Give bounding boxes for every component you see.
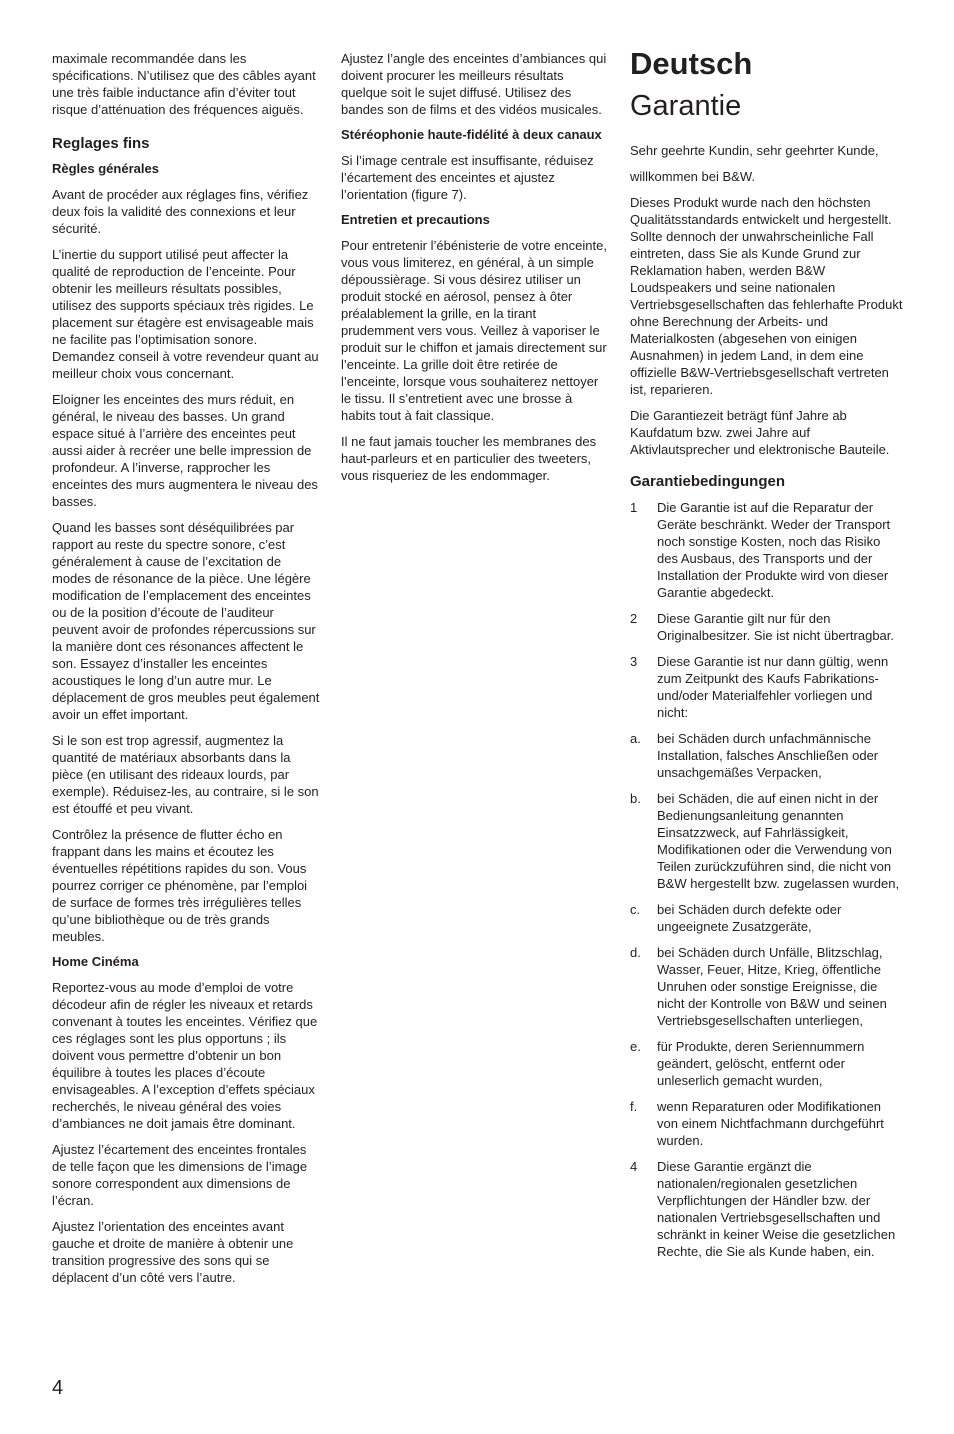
list-item (630, 653, 904, 721)
subheading-home-cinema: Home Cinéma (52, 954, 139, 969)
paragraph: Ajustez l’angle des enceintes d’ambiances qui doivent procurer les meilleurs résultats quelque soit le sujet diffusé. Utilisez des bandes son de films et des vidéos musicales. (341, 51, 607, 117)
list-item (630, 1038, 904, 1089)
list-marker: 2 (630, 611, 638, 626)
list-item (630, 1158, 904, 1260)
paragraph: Si l’image centrale est insuffisante, réduisez l’écartement des enceintes et ajustez l’orientation (figure 7). (341, 153, 594, 202)
list-item-text: bei Schäden, die auf einen nicht in der Bedienungsanleitung genannten Einsatzzweck, auf Fahrlässigkeit, Modifikationen oder die Verwendung von Teilen zurückzuführen sind, die nicht von B&W hergestellt bzw. zugelassen wurden, (657, 791, 900, 891)
section-title-garantie: Garantie (630, 90, 742, 122)
page-number: 4 (52, 1377, 64, 1399)
list-item-text: für Produkte, deren Seriennummern geändert, gelöscht, entfernt oder unleserlich gemacht wurden, (657, 1039, 865, 1088)
paragraph: Pour entretenir l’ébénisterie de votre enceinte, vous vous limiterez, en général, à un simple dépoussièrage. Si vous désirez utiliser un produit stocké en aérosol, pensez à ôter préalablement la grille, en la tirant prudemment vers vous. Veillez à vaporiser le produit sur le chiffon et jamais directement sur l’enceinte. La grille doit être retirée de l’enceinte, lorsque vous souhaiterez nettoyer le tissu. Il s’entretient avec une brosse à habits tout à fait classique. (341, 238, 607, 423)
language-heading: Deutsch (630, 46, 753, 81)
list-marker: d. (630, 945, 641, 960)
paragraph: Die Garantiezeit beträgt fünf Jahre ab Kaufdatum bzw. zwei Jahre auf Aktivlautsprecher und elektronische Bauteile. (630, 408, 890, 457)
paragraph: Ajustez l’écartement des enceintes frontales de telle façon que les dimensions de l’image sonore correspondent aux dimensions de l’écran. (52, 1142, 308, 1208)
section-heading-garantiebedingungen: Garantiebedingungen (630, 473, 786, 490)
paragraph: Contrôlez la présence de flutter écho en frappant dans les mains et écoutez les éventuelles répétitions rapides du son. Vous pourrez corriger ce phénomène, par l’emploi de surface de formes très irrégulières telles qu’une bibliothèque ou de très grands meubles. (52, 827, 308, 944)
paragraph: Ajustez l’orientation des enceintes avant gauche et droite de manière à obtenir une transition progressive des sons qui se déplacent d’un côté vers l’autre. (52, 1219, 294, 1285)
list-item-text: bei Schäden durch defekte oder ungeeignete Zusatzgeräte, (657, 902, 842, 934)
list-item-text: bei Schäden durch Unfälle, Blitzschlag, Wasser, Feuer, Hitze, Krieg, öffentliche Unruhen oder sonstige Ereignisse, die nicht der Kontrolle von B&W und seinen Vertriebsgesellschaften unterliegen, (657, 945, 887, 1028)
column-left (52, 50, 320, 1295)
subheading-regles: Règles générales (52, 161, 159, 176)
paragraph: Eloigner les enceintes des murs réduit, en général, le niveau des basses. Un grand espace situé à l’arrière des enceintes peut aussi aider à recréer une belle impression de profondeur. A l’inverse, rapprocher les enceintes des murs augmentera le niveau des basses. (52, 392, 318, 509)
list-item (630, 790, 904, 892)
list-marker: f. (630, 1099, 638, 1114)
list-item (630, 499, 904, 601)
list-marker: c. (630, 902, 641, 917)
list-item-text: Diese Garantie ergänzt die nationalen/regionalen gesetzlichen Verpflichtungen der Händler bzw. der nationalen Vertriebsgesellschaften und schränkt in keiner Weise die gesetzlichen Rechte, die Sie als Kunde haben, ein. (657, 1159, 896, 1259)
list-marker: b. (630, 791, 641, 806)
list-marker: 4 (630, 1159, 638, 1174)
subheading-stereo: Stéréophonie haute-fidélité à deux canaux (341, 127, 602, 142)
list-item-text: Diese Garantie gilt nur für den Originalbesitzer. Sie ist nicht übertragbar. (657, 611, 895, 643)
section-heading-reglages: Reglages fins (52, 135, 150, 152)
column-right (630, 44, 904, 1269)
list-item-text: bei Schäden durch unfachmännische Installation, falsches Anschließen oder unsachgemäßes Verpacken, (657, 731, 879, 780)
paragraph: Reportez-vous au mode d’emploi de votre décodeur afin de régler les niveaux et retards convenant à toutes les enceintes. Vérifiez que ces réglages sont les plus opportuns ; ils doivent vous permettre d’obtenir un bon équilibre à toutes les places d’écoute envisageables. A l’exception d’effets spéciaux recherchés, le niveau général des voies d’ambiances ne doit jamais être dominant. (52, 980, 318, 1131)
list-marker: a. (630, 731, 641, 746)
column-middle (341, 50, 609, 493)
paragraph: Dieses Produkt wurde nach den höchsten Qualitätsstandards entwickelt und hergestellt. Sollte dennoch der unwahrscheinliche Fall eintreten, dass Sie als Kunde Grund zur Reklamation haben, werden B&W Loudspeakers und seine nationalen Vertriebsgesellschaften das fehlerhafte Produkt ohne Berechnung der Arbeits- und Materialkosten (abgesehen von einigen Ausnahmen) in jedem Land, in dem eine offizielle B&W-Vertriebsgesellschaft vertreten ist, reparieren. (630, 195, 903, 397)
paragraph: Il ne faut jamais toucher les membranes des haut-parleurs et en particulier des tweeters, vous risqueriez de les endommager. (341, 434, 597, 483)
list-item-text: wenn Reparaturen oder Modifikationen von einem Nichtfachmann durchgeführt wurden. (657, 1099, 884, 1148)
list-item-text: Die Garantie ist auf die Reparatur der Geräte beschränkt. Weder der Transport noch sonstige Kosten, noch das Risiko des Ausbaus, des Transports und der Installation der Produkte wird von dieser Garantie abgedeckt. (657, 500, 891, 600)
list-item (630, 901, 904, 935)
paragraph: maximale recommandée dans les spécifications. N’utilisez que des câbles ayant une très faible inductance afin d’éviter tout risque d’atténuation des fréquences aiguës. (52, 51, 316, 117)
list-item (630, 610, 904, 644)
conditions-list (630, 499, 904, 1260)
paragraph: Si le son est trop agressif, augmentez la quantité de matériaux absorbants dans la pièce (en utilisant des rideaux lourds, par exemple). Réduisez-les, au contraire, si le son est étouffé et peu vivant. (52, 733, 319, 816)
paragraph: Avant de procéder aux réglages fins, vérifiez deux fois la validité des connexions et leur sécurité. (52, 187, 309, 236)
list-marker: e. (630, 1039, 641, 1054)
list-item (630, 1098, 904, 1149)
list-item (630, 730, 904, 781)
paragraph: L’inertie du support utilisé peut affecter la qualité de reproduction de l’enceinte. Pour obtenir les meilleurs résultats possibles, utilisez des supports spéciaux très rigides. Le placement sur étagère est envisageable mais ne facilite pas l’optimisation sonore. Demandez conseil à votre revendeur quant au meilleur choix vous concernant. (52, 247, 319, 381)
paragraph: willkommen bei B&W. (630, 169, 755, 184)
paragraph: Sehr geehrte Kundin, sehr geehrter Kunde, (630, 143, 879, 158)
list-item (630, 944, 904, 1029)
list-item-text: Diese Garantie ist nur dann gültig, wenn zum Zeitpunkt des Kaufs Fabrikations- und/oder Materialfehler vorliegen und nicht: (657, 654, 889, 720)
paragraph: Quand les basses sont déséquilibrées par rapport au reste du spectre sonore, c’est généralement à cause de l’excitation de modes de résonance de la pièce. Une légère modification de l’emplacement des enceintes ou de la position d’écoute de l’auditeur peuvent avoir de profondes répercussions sur la manière dont ces résonances affectent le son. Essayez d’installer les enceintes acoustiques le long d’un autre mur. Le déplacement de gros meubles peut également avoir un effet important. (52, 520, 320, 722)
list-marker: 3 (630, 654, 638, 669)
list-marker: 1 (630, 500, 638, 515)
subheading-entretien: Entretien et precautions (341, 212, 490, 227)
